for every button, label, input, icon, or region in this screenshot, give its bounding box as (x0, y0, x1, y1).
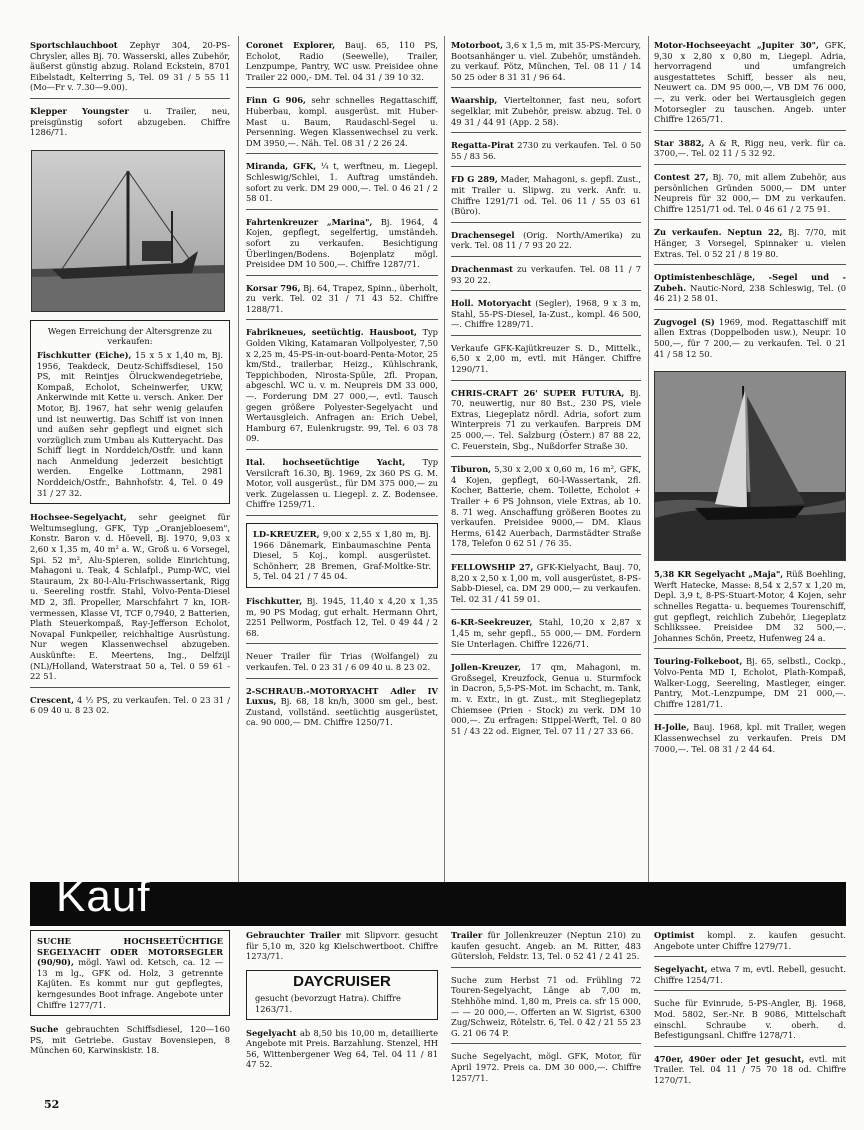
column-divider (444, 36, 445, 891)
column-2 (246, 40, 438, 740)
classified-ad: CHRIS-CRAFT 26' SUPER FUTURA, Bj. 70, neuwertig, nur 80 Bst., 230 PS, viele Extras, Liegeplatz nördl. Adria, sofort zum Winterpreis 71 zu verkaufen. Barpreis DM 25 000,—. Tel. Salzburg (Österr.) 87 88 22, C. Feuerstein, Sbg., Nußdorfer Straße 30. (451, 388, 641, 458)
classified-ad: H-Jolle, Bauj. 1968, kpl. mit Trailer, wegen Klassenwechsel zu verkaufen. Preis DM 7000,—. Tel. 08 31 / 2 44 64. (654, 722, 846, 754)
classified-ad: Jollen-Kreuzer, 17 qm, Mahagoni, m. Großsegel, Kreuzfock, Genua u. Sturmfock in Dacron, 5,5-PS-Mot. im Schacht, m. Tank, m. v. Extr., in gt. Zust., mit Stegliegeplatz Chiemsee (Prien - Stock) zu verk. DM 10 000,—. Zu erfragen: Stippel-Werft, Tel. 0 80 51 / 43 22 od. Eigner, Tel. 07 11 / 27 33 66. (451, 662, 641, 736)
classified-ad: Klepper Youngster u. Trailer, neu, preisgünstig sofort abzugeben. Chiffre 1286/71. (30, 105, 230, 138)
classified-ad: Fahrtenkreuzer „Marina", Bj. 1964, 4 Kojen, gepflegt, segelfertig, umständeh. sofort zu verkaufen. Besichtigung Überlingen/Bodens. Bojenplatz mögl. Preisidee DM 10 500,—. Chiffre 1287/71. (246, 217, 438, 276)
classified-ad: FD G 289, Mader, Mahagoni, s. gepfl. Zust., mit Trailer u. Slipwg. zu verk. Anfr. u. Chiffre 1291/71 od. Tel. 06 11 / 55 03 61 (Büro). (451, 174, 641, 222)
boxed-ad: Wegen Erreichung der Altersgrenze zu verkaufen: Fischkutter (Eiche), 15 x 5 x 1,40 m, Bj. 1956, Teakdeck, Deutz-Schiffsdiesel, 150 PS, mit Reintjes Ölruckwendegetriebe, Kompaß, Echolot, Scheinwerfer, UKW, Ankerwinde mit Kette u. versch. Anker. Der Motor, Bj. 1967, hat sehr wenig gelaufen und ist neuwertig. Das Schiff ist von innen und außen sehr gepflegt und eignet sich vorzüglich zum Umbau als Kutteryacht. Das Schiff liegt in Norddeich/Ostfr. und kann nach Anmeldung jederzeit besichtigt werden. Engelke Lottmann, 2981 Norddeich/Ostfr., Bahnhofstr. 4, Tel. 0 49 31 / 27 32. (30, 320, 230, 505)
classified-ad: FELLOWSHIP 27, GFK-Kielyacht, Bauj. 70, 8,20 x 2,50 x 1,00 m, voll ausgerüstet, 8-PS-Sabb-Diesel, ca. DM 29 000,— zu verkaufen. Tel. 02 31 / 41 59 01. (451, 562, 641, 610)
classified-ad: 6-KR-Seekreuzer, Stahl, 10,20 x 2,87 x 1,45 m, sehr gepfl., 55 000,— DM. Fordern Sie Unterlagen. Chiffre 1226/71. (451, 617, 641, 655)
classified-ad: 5,38 KR Segelyacht „Maja", Rüß Boehling, Werft Hatecke, Masse: 8,54 x 2,57 x 1,20 m, Depl. 3,9 t, 8-PS-Stuart-Motor, 4 Kojen, sehr schnelles Regatta- u. bequemes Tourenschiff, gut gepflegt, reichlich Zubehör, Liegeplatz Schlikssee. Preisidee DM 32 500,—. Johannes Schön, Preetz, Hufenweg 24 a. (654, 569, 846, 649)
classified-ad: Optimist kompl. z. kaufen gesucht. Angebote unter Chiffre 1279/71. (654, 930, 846, 957)
sailboat-photo (654, 371, 846, 561)
kauf-column-3 (451, 930, 641, 1095)
classified-ad: Fischkutter, Bj. 1945, 11,40 x 4,20 x 1,35 m, 90 PS Modag, gut erhalt. Hermann Ohrt, 2251 Pellworm, Postfach 12, Tel. 0 49 44 / 2 68. (246, 596, 438, 644)
classified-ad: Suche gebrauchten Schiffsdiesel, 120—160 PS, mit Getriebe. Gustav Bovensiepen, 8 München 60, Karwinskistr. 18. (30, 1024, 230, 1056)
classified-ad: Segelyacht ab 8,50 bis 10,00 m, detaillierte Angebote mit Preis. Barzahlung. Stenzel, HH 56, Wittenbergener Weg 64, Tel. 04 11 / 81 47 52. (246, 1027, 438, 1070)
classified-ad: Ital. hochseetüchtige Yacht, Typ Versilcraft 16.30, Bj. 1969, 2x 360 PS G. M. Motor, voll ausgerüst., für DM 375 000,— zu verk. Zugelassen u. Liegepl. z. Z. Bodensee. Chiffre 1259/71. (246, 457, 438, 516)
boxed-ad: SUCHE HOCHSEETÜCHTIGE SEGELYACHT ODER MOTORSEGLER (90/90), mögl. Yawl od. Ketsch, ca. 12 — 13 m lg., GFK od. Holz, 3 getrennte Kajüten. Es kommt nur gut gepflegtes, kerngesundes Boot infrage. Angebote unter Chiffre 1277/71. (30, 930, 230, 1016)
classified-ad: Gebrauchter Trailer mit Slipvorr. gesucht für 5,10 m, 320 kg Kielschwertboot. Chiffre 1273/71. (246, 930, 439, 962)
classified-ad: Crescent, 4 ½ PS, zu verkaufen. Tel. 0 23 31 / 6 09 40 u. 8 23 02. (30, 694, 230, 716)
classified-ad: Touring-Folkeboot, Bj. 65, selbstl., Cockp., Volvo-Penta MD I, Echolot, Plath-Kompaß, Walker-Logg, Seereling, Mastleger, einger. Pantry, Mot.-Lenzpumpe, DM 21 000,—. Chiffre 1281/71. (654, 656, 846, 715)
classified-ad: Motor-Hochseeyacht „Jupiter 30", GFK, 9,30 x 2,80 x 0,80 m, Liegepl. Adria, hervorragend und umfangreich ausgestattetes Schiff, besser als neu, Neuwert ca. DM 95 000,—, VB DM 76 000,—, zu verk. oder bei Wertausgleich gegen Motorsegler zu tauschen. Angeb. unter Chiffre 1265/71. (654, 40, 846, 131)
classified-ad: Waarship, Vierteltonner, fast neu, sofort segelklar, mit Zubehör, preisw. abzug. Tel. 0 49 31 / 44 91 (App. 2 58). (451, 95, 641, 133)
classified-ad: Hochsee-Segelyacht, sehr geeignet für Weltumseglung, GFK, Typ „Oranjebloesem", Konstr. Baron v. d. Höevell, Bj. 1970, 9,03 x 2,60 x 1,35 m, 40 m² a. W., Groß u. 6 Vorsegel, Spi. 52 m², Alu-Spieren, solide Einrichtung, Mahagoni u. Teak, 4 Schlafpl., Pump-WC, viel Stauraum, 2x 80-l-Alu-Frischwassertank, Rigg u. Seereling rostfr. Stahl, Volvo-Penta-Diesel MD 2, 3fl. Propeller, Marschfahrt 7 kn, IOR-vermessen, Klasse VI, TCF 0,7940, 2 Batterien, Plath Steuerkompaß, Ray-Jefferson Echolot, Novapal Funkpeiler, reichhaltige Ausrüstung. Nur wegen Klassenwechsel abzugeben. Auskünfte: E. Meertens, Ing., Delfzijl (NL)/Holland, Waterstraat 50 a, Tel. 0 59 61 - 22 51. (30, 512, 230, 688)
fishing-cutter-photo (31, 150, 225, 312)
classified-ad: Neuer Trailer für Trias (Wolfangel) zu verkaufen. Tel. 0 23 31 / 6 09 40 u. 8 23 02. (246, 651, 438, 678)
boxed-ad: LD-KREUZER, 9,00 x 2,55 x 1,80 m, Bj. 1966 Dänemark, Einbaumaschine Penta Diesel, 5 Koj., kompl. ausgerüstet. Schönherr, 28 Bremen, Graf-Moltke-Str. 5, Tel. 04 21 / 7 45 04. (246, 523, 438, 588)
column-1 (30, 40, 230, 728)
daycruiser-box: DAYCRUISER gesucht (bevorzugt Hatra). Chiffre 1263/71. (246, 970, 438, 1020)
classified-ad: Star 3882, A & R, Rigg neu, verk. für ca. 3700,—. Tel. 02 11 / 5 32 92. (654, 138, 846, 165)
kauf-column-1 (30, 930, 230, 1068)
classified-ad: Suche zum Herbst 71 od. Frühling 72 Touren-Segelyacht, Länge ab 7,00 m, Stehhöhe mind. 1,80 m, Preis ca. sfr 15 000,— — 20 000,—. Offerten an W. Sigrist, 6300 Zug/Schweiz, Rötelstr. 6, Tel. 0 42 / 21 55 23 G. 21 06 74 P. (451, 975, 641, 1045)
classified-ad: Coronet Explorer, Bauj. 65, 110 PS, Echolot, Radio (Seewelle), Trailer, Lenzpumpe, Pantry, WC usw. Preisidee ohne Trailer 22 000,- DM. Tel. 04 31 / 39 10 32. (246, 40, 438, 88)
classified-ad: 2-SCHRAUB.-MOTORYACHT Adler IV Luxus, Bj. 68, 18 kn/h, 3000 sm gel., best. Zustand, vollständ. seetüchtig ausgerüstet, ca. 90 000,— DM. Chiffre 1250/71. (246, 685, 438, 728)
classified-ad: Drachenmast zu verkaufen. Tel. 08 11 / 7 93 20 22. (451, 264, 641, 291)
classified-ad: Korsar 796, Bj. 64, Trapez, Spinn., überholt, zu verk. Tel. 02 31 / 71 43 52. Chiffre 1288/71. (246, 283, 438, 321)
classified-ad: Regatta-Pirat 2730 zu verkaufen. Tel. 0 50 55 / 83 56. (451, 140, 641, 167)
classified-ad: Tiburon, 5,30 x 2,00 x 0,60 m, 16 m², GFK, 4 Kojen, gepflegt, 60-l-Wassertank, 2fl. Kocher, Batterie, chem. Toilette, Echolot + Trailer + 6 PS Johnson, viele Extras, ab 10. 8. 71 weg. Anschaffung größeren Bootes zu verkaufen. Preisidee 9000,— DM. Klaus Herms, 6142 Auerbach, Darmstädter Straße 178, Telefon 0 62 51 / 76 35. (451, 464, 641, 555)
column-divider (238, 36, 239, 891)
classified-ad: Zu verkaufen. Neptun 22, Bj. 7/70, mit Hänger, 3 Vorsegel, Spinnaker u. vielen Extras. Tel. 0 52 21 / 8 19 80. (654, 227, 846, 265)
classified-ad: Trailer für Jollenkreuzer (Neptun 210) zu kaufen gesucht. Angeb. an M. Ritter, 483 Gütersloh, Feldstr. 13, Tel. 0 52 41 / 2 41 25. (451, 930, 641, 968)
classified-ad: Verkaufe GFK-Kajütkreuzer S. D., Mittelk., 6,50 x 2,00 m, evtl. mit Hänger. Chiffre 1290/71. (451, 343, 641, 381)
column-divider (648, 36, 649, 891)
kauf-column-4 (654, 930, 846, 1098)
section-title: Kauf (56, 872, 151, 921)
classified-ad: Finn G 906, sehr schnelles Regattaschiff, Huberbau, kompl. ausgerüst. mit Huber-Mast u. Baum, Raudaschl-Segel u. Persenning. Wegen Klassenwechsel zu verk. DM 3950,—. Näh. Tel. 08 31 / 2 26 24. (246, 95, 438, 154)
classified-ad: Zugvogel (S) 1969, mod. Regattaschiff mit allen Extras (Doppelboden usw.), Neupr. 10 500,—, für 7 200,— zu verkaufen. Tel. 0 21 41 / 58 12 50. (654, 316, 846, 359)
classified-ad: Miranda, GFK, ¼ t, werftneu, m. Liegepl. Schleswig/Schlei, 1. Auftrag umständeh. sofort zu verk. DM 29 000,—. Tel. 0 46 21 / 2 58 01. (246, 161, 438, 209)
classified-ad: Fabrikneues, seetüchtig. Hausboot, Typ Golden Viking, Katamaran Vollpolyester, 7,50 x 2,25 m, 45-PS-in-out-board-Penta-Motor, 25 km/Std., trailerbar, Heizg., Kühlschrank, Teppichboden, Nirosta-Spüle, 2fl. Propan, abgeschl. WC u. v. m. Neupreis DM 33 000,—. Forderung DM 27 000,—, evtl. Tausch gegen größere Polyester-Segelyacht und Wertausgleich. Anfragen an: Erich Uebel, Hamburg 67, Eulenkrugstr. 99, Tel. 6 03 78 09. (246, 327, 438, 450)
column-3 (451, 40, 641, 748)
column-4 (654, 40, 846, 766)
section-banner (30, 882, 846, 926)
classified-ad: Sportschlauchboot Zephyr 304, 20-PS-Chrysler, alles Bj. 70. Wasserski, alles Zubehör, äußerst günstig abzug. Roland Eckstein, 8701 Eibelstadt, Kelterring 5, Tel. 09 31 / 5 55 11 (Mo—Fr v. 7.30—9.00). (30, 40, 230, 99)
kauf-column-2 (246, 930, 438, 1082)
page-number: 52 (44, 1098, 60, 1111)
classified-ad: Motorboot, 3,6 x 1,5 m, mit 35-PS-Mercury, Bootsanhänger u. viel. Zubehör, umständeh. zu verkauf. Pötz, München, Tel. 08 11 / 14 50 25 oder 8 31 31 / 96 64. (451, 40, 641, 88)
classified-ad: Optimistenbeschläge, -Segel und -Zubeh. Nautic-Nord, 238 Schleswig, Tel. (0 46 21) 2 58 01. (654, 272, 846, 310)
classified-ad: Suche für Evinrude, 5-PS-Angler, Bj. 1968, Mod. 5802, Ser.-Nr. B 9086, Mittelschaft einschl. Schraube v. oberh. d. Befestigungsanl. Chiffre 1278/71. (654, 998, 846, 1046)
classified-ad: Suche Segelyacht, mögl. GFK, Motor, für April 1972. Preis ca. DM 30 000,—. Chiffre 1257/71. (451, 1051, 641, 1083)
classified-ad: Holl. Motoryacht (Segler), 1968, 9 x 3 m, Stahl, 55-PS-Diesel, Ia-Zust., kompl. 46 500,—. Chiffre 1289/71. (451, 298, 641, 336)
classified-ad: 470er, 490er oder Jet gesucht, evtl. mit Trailer. Tel. 04 11 / 75 70 18 od. Chiffre 1270/71. (654, 1053, 847, 1085)
classified-ad: Segelyacht, etwa 7 m, evtl. Rebell, gesucht. Chiffre 1254/71. (654, 964, 846, 991)
classified-ad: Drachensegel (Orig. North/Amerika) zu verk. Tel. 08 11 / 7 93 20 22. (451, 230, 641, 257)
classified-ad: Contest 27, Bj. 70, mit allem Zubehör, aus persönlichen Gründen 5000,— DM unter Neupreis für 32 000,— DM zu verkaufen. Chiffre 1251/71 od. Tel. 0 46 61 / 2 75 91. (654, 172, 846, 220)
